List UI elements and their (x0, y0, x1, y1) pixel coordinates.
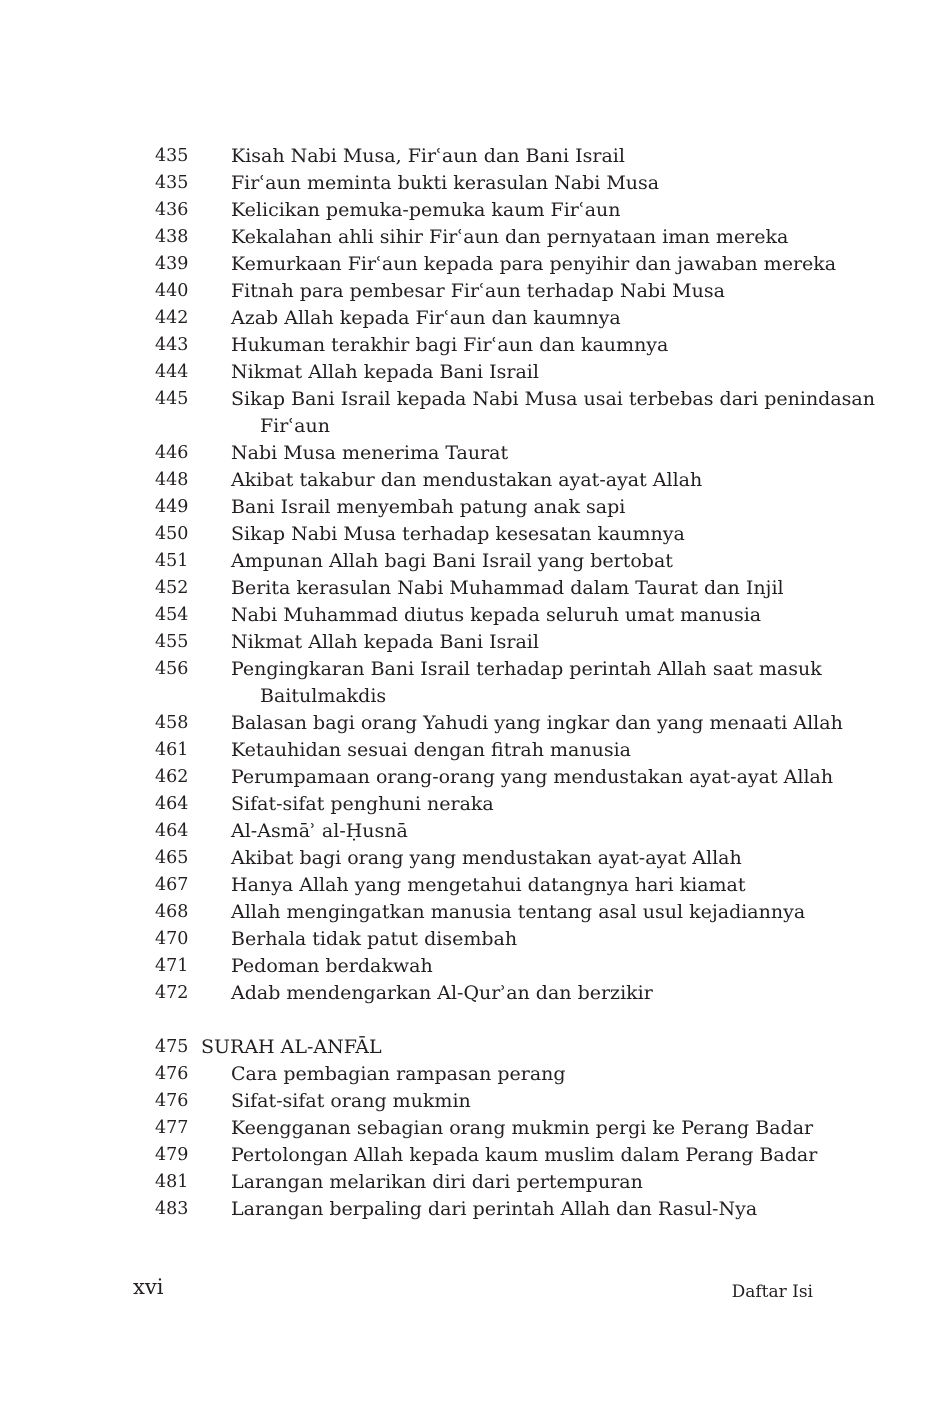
toc-entry-title: Al-Asmāʾ al-Ḥusnā (231, 820, 408, 842)
toc-page-number: 465 (155, 848, 189, 868)
toc-page-number: 439 (155, 254, 189, 274)
toc-page-number: 455 (155, 632, 189, 652)
toc-page-number: 436 (155, 200, 189, 220)
toc-page-number: 443 (155, 335, 189, 355)
toc-page-number: 476 (155, 1064, 189, 1084)
toc-entry (0, 521, 946, 548)
toc-entry-title: Berhala tidak patut disembah (231, 928, 518, 950)
toc-entry (0, 467, 946, 494)
toc-entry-title: Hanya Allah yang mengetahui datangnya hari kiamat (231, 874, 746, 896)
toc-page-number: 435 (155, 173, 189, 193)
toc-entry (0, 440, 946, 467)
toc-entry-title: SURAH AL-ANFĀL (201, 1036, 382, 1058)
toc-page-number: 479 (155, 1145, 189, 1165)
toc-page-number: 442 (155, 308, 189, 328)
toc-entry-continuation (0, 683, 946, 710)
toc-entry-title: Allah mengingatkan manusia tentang asal usul kejadiannya (231, 901, 806, 923)
toc-entry (0, 953, 946, 980)
toc-entry (0, 224, 946, 251)
toc-page-number: 462 (155, 767, 189, 787)
toc-entry-continuation (0, 413, 946, 440)
toc-entry-title-continuation: Firʿaun (260, 415, 330, 437)
toc-entry-title: Akibat bagi orang yang mendustakan ayat-ayat Allah (231, 847, 742, 869)
toc-page-number: 452 (155, 578, 189, 598)
toc-entry-title: Adab mendengarkan Al-Qurʾan dan berzikir (231, 982, 653, 1004)
toc-page-number: 458 (155, 713, 189, 733)
toc-entry-title: Hukuman terakhir bagi Firʿaun dan kaumnya (231, 334, 669, 356)
toc-entry (0, 764, 946, 791)
toc-entry (0, 1061, 946, 1088)
toc-entry-title: Ampunan Allah bagi Bani Israil yang bertobat (231, 550, 673, 572)
toc-page-number: 470 (155, 929, 189, 949)
toc-entry-title: Larangan berpaling dari perintah Allah dan Rasul-Nya (231, 1198, 758, 1220)
toc-page-number: 483 (155, 1199, 189, 1219)
toc-entry (0, 170, 946, 197)
table-of-contents (0, 143, 946, 1223)
toc-entry-title: Pengingkaran Bani Israil terhadap perintah Allah saat masuk (231, 658, 822, 680)
toc-entry (0, 791, 946, 818)
toc-entry (0, 629, 946, 656)
toc-entry-title: Kekalahan ahli sihir Firʿaun dan pernyataan iman mereka (231, 226, 789, 248)
toc-page-number: 438 (155, 227, 189, 247)
toc-entry (0, 1115, 946, 1142)
toc-entry (0, 1142, 946, 1169)
toc-entry-title: Sifat-sifat penghuni neraka (231, 793, 494, 815)
toc-entry-title: Azab Allah kepada Firʿaun dan kaumnya (231, 307, 621, 329)
toc-page-number: 435 (155, 146, 189, 166)
toc-page-number: 450 (155, 524, 189, 544)
toc-entry-title: Fitnah para pembesar Firʿaun terhadap Nabi Musa (231, 280, 725, 302)
toc-page-number: 440 (155, 281, 189, 301)
toc-entry-title: Bani Israil menyembah patung anak sapi (231, 496, 626, 518)
toc-page-number: 481 (155, 1172, 189, 1192)
toc-entry (0, 872, 946, 899)
toc-page-number: 445 (155, 389, 189, 409)
toc-entry-title: Kemurkaan Firʿaun kepada para penyihir dan jawaban mereka (231, 253, 837, 275)
toc-entry (0, 1169, 946, 1196)
toc-page-number: 464 (155, 821, 189, 841)
toc-entry (0, 359, 946, 386)
toc-entry-title: Larangan melarikan diri dari pertempuran (231, 1171, 643, 1193)
toc-page-number: 468 (155, 902, 189, 922)
toc-entry (0, 737, 946, 764)
toc-entry-title: Nikmat Allah kepada Bani Israil (231, 361, 539, 383)
toc-page-number: 477 (155, 1118, 189, 1138)
toc-page-number: 449 (155, 497, 189, 517)
toc-entry-title: Nikmat Allah kepada Bani Israil (231, 631, 539, 653)
toc-page-number: 446 (155, 443, 189, 463)
toc-entry-title: Nabi Musa menerima Taurat (231, 442, 509, 464)
toc-entry-title: Berita kerasulan Nabi Muhammad dalam Taurat dan Injil (231, 577, 784, 599)
toc-entry (0, 494, 946, 521)
toc-page-number: 456 (155, 659, 189, 679)
toc-entry (0, 251, 946, 278)
toc-entry-title: Pedoman berdakwah (231, 955, 433, 977)
toc-entry (0, 143, 946, 170)
toc-page-number: 475 (155, 1037, 189, 1057)
toc-entry (0, 656, 946, 683)
toc-entry (0, 980, 946, 1007)
toc-surah-heading (0, 1034, 946, 1061)
toc-page-number: 451 (155, 551, 189, 571)
toc-entry-title: Pertolongan Allah kepada kaum muslim dalam Perang Badar (231, 1144, 818, 1166)
toc-page-number: 472 (155, 983, 189, 1003)
toc-entry (0, 1088, 946, 1115)
toc-entry-title: Firʿaun meminta bukti kerasulan Nabi Musa (231, 172, 660, 194)
toc-entry (0, 197, 946, 224)
toc-entry-title-continuation: Baitulmakdis (260, 685, 387, 707)
toc-entry-title: Sifat-sifat orang mukmin (231, 1090, 471, 1112)
toc-entry (0, 548, 946, 575)
toc-entry (0, 818, 946, 845)
page-number: xvi (133, 1275, 164, 1299)
toc-entry (0, 1196, 946, 1223)
toc-page-number: 476 (155, 1091, 189, 1111)
toc-entry-title: Balasan bagi orang Yahudi yang ingkar dan yang menaati Allah (231, 712, 843, 734)
toc-entry (0, 710, 946, 737)
toc-entry-title: Sikap Bani Israil kepada Nabi Musa usai terbebas dari penindasan (231, 388, 875, 410)
toc-entry-title: Keengganan sebagian orang mukmin pergi ke Perang Badar (231, 1117, 814, 1139)
toc-page-number: 454 (155, 605, 189, 625)
toc-page-number: 464 (155, 794, 189, 814)
toc-entry-title: Kisah Nabi Musa, Firʿaun dan Bani Israil (231, 145, 625, 167)
toc-entry (0, 305, 946, 332)
toc-page-number: 471 (155, 956, 189, 976)
toc-page-number: 467 (155, 875, 189, 895)
toc-page-number: 461 (155, 740, 189, 760)
toc-page-number: 448 (155, 470, 189, 490)
toc-entry-title: Akibat takabur dan mendustakan ayat-ayat Allah (231, 469, 703, 491)
toc-entry-title: Kelicikan pemuka-pemuka kaum Firʿaun (231, 199, 621, 221)
toc-entry (0, 386, 946, 413)
toc-entry (0, 899, 946, 926)
toc-entry-title: Cara pembagian rampasan perang (231, 1063, 566, 1085)
toc-entry (0, 332, 946, 359)
toc-entry (0, 278, 946, 305)
toc-entry-title: Sikap Nabi Musa terhadap kesesatan kaumnya (231, 523, 685, 545)
section-gap (0, 1007, 946, 1034)
toc-page-number: 444 (155, 362, 189, 382)
toc-entry-title: Ketauhidan sesuai dengan fitrah manusia (231, 739, 632, 761)
toc-entry (0, 602, 946, 629)
toc-entry (0, 575, 946, 602)
running-footer-title: Daftar Isi (731, 1282, 813, 1302)
toc-entry-title: Nabi Muhammad diutus kepada seluruh umat manusia (231, 604, 762, 626)
toc-entry (0, 926, 946, 953)
toc-entry-title: Perumpamaan orang-orang yang mendustakan ayat-ayat Allah (231, 766, 834, 788)
toc-entry (0, 845, 946, 872)
